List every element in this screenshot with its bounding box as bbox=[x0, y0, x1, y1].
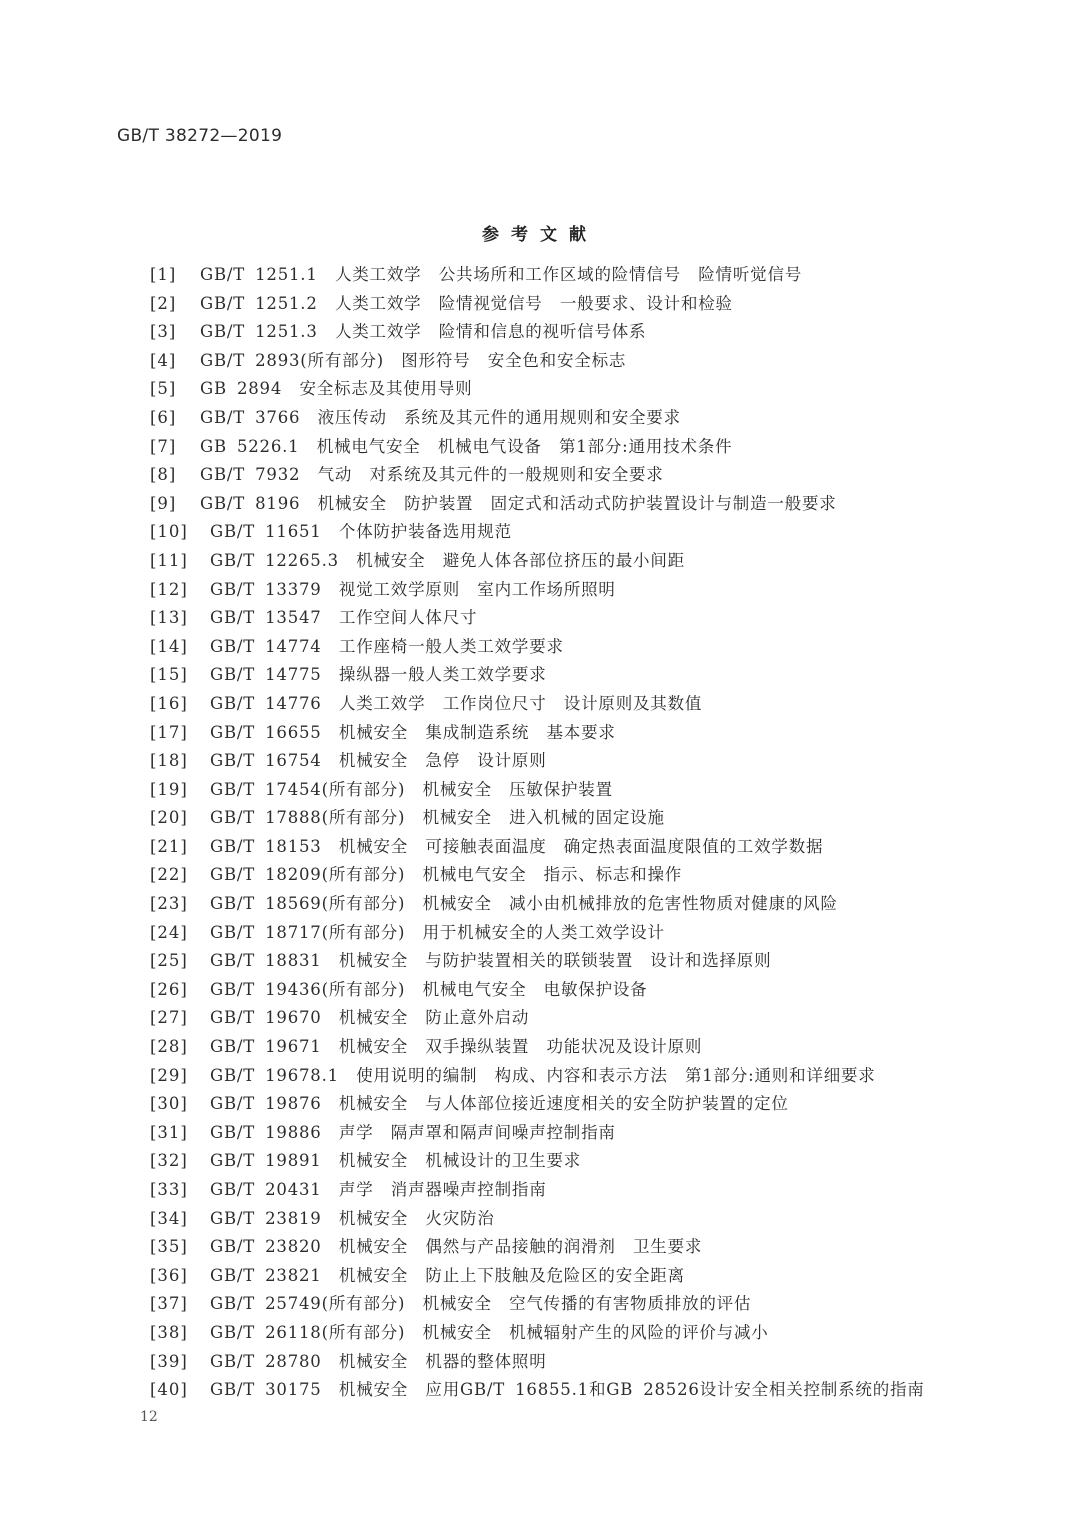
reference-text: GB/T 19670 机械安全 防止意外启动 bbox=[210, 1008, 530, 1028]
reference-text: GB/T 14776 人类工效学 工作岗位尺寸 设计原则及其数值 bbox=[210, 693, 703, 713]
reference-item bbox=[150, 1290, 925, 1319]
reference-number: [9] bbox=[150, 493, 177, 513]
reference-number: [6] bbox=[150, 407, 177, 427]
reference-text: GB/T 1251.1 人类工效学 公共场所和工作区域的险情信号 险情听觉信号 bbox=[200, 265, 803, 284]
reference-text: GB/T 17454(所有部分) 机械安全 压敏保护装置 bbox=[210, 779, 613, 799]
reference-item bbox=[150, 833, 925, 862]
reference-item bbox=[150, 690, 925, 719]
reference-item bbox=[150, 261, 925, 290]
reference-text: GB/T 18569(所有部分) 机械安全 减小由机械排放的危害性物质对健康的风险 bbox=[210, 894, 838, 914]
reference-number: [31] bbox=[150, 1122, 188, 1142]
reference-item bbox=[150, 1062, 925, 1091]
reference-item bbox=[150, 1033, 925, 1062]
page-number: 12 bbox=[140, 1409, 158, 1425]
reference-number: [25] bbox=[150, 951, 188, 971]
reference-item bbox=[150, 633, 925, 662]
reference-text: GB/T 19891 机械安全 机械设计的卫生要求 bbox=[210, 1151, 582, 1171]
reference-text: GB/T 19876 机械安全 与人体部位接近速度相关的安全防护装置的定位 bbox=[210, 1094, 789, 1114]
reference-text: GB/T 23821 机械安全 防止上下肢触及危险区的安全距离 bbox=[210, 1265, 685, 1285]
reference-list bbox=[150, 261, 925, 1405]
reference-number: [19] bbox=[150, 779, 188, 799]
reference-text: GB/T 14775 操纵器一般人类工效学要求 bbox=[210, 665, 547, 685]
reference-text: GB/T 7932 气动 对系统及其元件的一般规则和安全要求 bbox=[200, 465, 664, 485]
reference-number: [29] bbox=[150, 1065, 188, 1085]
reference-text: GB/T 19671 机械安全 双手操纵装置 功能状况及设计原则 bbox=[210, 1037, 703, 1057]
reference-text: GB/T 18209(所有部分) 机械电气安全 指示、标志和操作 bbox=[210, 865, 683, 885]
reference-text: GB/T 23820 机械安全 偶然与产品接触的润滑剂 卫生要求 bbox=[210, 1237, 703, 1257]
reference-text: GB/T 19436(所有部分) 机械电气安全 电敏保护设备 bbox=[210, 979, 648, 999]
reference-item bbox=[150, 547, 925, 576]
reference-number: [39] bbox=[150, 1351, 188, 1371]
reference-item bbox=[150, 1147, 925, 1176]
reference-number: [20] bbox=[150, 808, 188, 828]
reference-number: [14] bbox=[150, 636, 188, 656]
reference-text: GB/T 18717(所有部分) 用于机械安全的人类工效学设计 bbox=[210, 922, 665, 942]
reference-text: GB 5226.1 机械电气安全 机械电气设备 第1部分:通用技术条件 bbox=[200, 436, 733, 456]
reference-text: GB/T 25749(所有部分) 机械安全 空气传播的有害物质排放的评估 bbox=[210, 1294, 752, 1314]
reference-text: GB/T 28780 机械安全 机器的整体照明 bbox=[210, 1351, 547, 1371]
reference-number: [17] bbox=[150, 722, 188, 742]
reference-text: GB/T 16754 机械安全 急停 设计原则 bbox=[210, 751, 547, 771]
reference-item bbox=[150, 661, 925, 690]
reference-number: [35] bbox=[150, 1237, 188, 1257]
reference-text: GB/T 1251.2 人类工效学 险情视觉信号 一般要求、设计和检验 bbox=[200, 293, 733, 313]
reference-text: GB/T 3766 液压传动 系统及其元件的通用规则和安全要求 bbox=[200, 407, 681, 427]
reference-number: [22] bbox=[150, 865, 188, 885]
reference-number: [16] bbox=[150, 693, 188, 713]
reference-item bbox=[150, 461, 925, 490]
reference-item bbox=[150, 804, 925, 833]
reference-item bbox=[150, 1090, 925, 1119]
reference-number: [2] bbox=[150, 293, 177, 313]
reference-text: GB/T 23819 机械安全 火灾防治 bbox=[210, 1208, 495, 1228]
reference-item bbox=[150, 890, 925, 919]
reference-text: GB/T 19678.1 使用说明的编制 构成、内容和表示方法 第1部分:通则和详细要求 bbox=[210, 1065, 876, 1085]
reference-text: GB/T 8196 机械安全 防护装置 固定式和活动式防护装置设计与制造一般要求 bbox=[200, 493, 837, 513]
reference-item bbox=[150, 518, 925, 547]
reference-number: [33] bbox=[150, 1180, 188, 1199]
reference-text: GB/T 18831 机械安全 与防护装置相关的联锁装置 设计和选择原则 bbox=[210, 951, 772, 971]
reference-number: [32] bbox=[150, 1151, 188, 1171]
reference-item bbox=[150, 1176, 925, 1205]
reference-text: GB/T 12265.3 机械安全 避免人体各部位挤压的最小间距 bbox=[210, 550, 685, 570]
reference-number: [37] bbox=[150, 1294, 188, 1314]
reference-number: [24] bbox=[150, 922, 188, 942]
reference-text: GB/T 13547 工作空间人体尺寸 bbox=[210, 608, 478, 628]
reference-item bbox=[150, 719, 925, 748]
reference-number: [27] bbox=[150, 1008, 188, 1028]
reference-item bbox=[150, 1262, 925, 1291]
reference-item bbox=[150, 404, 925, 433]
reference-text: GB/T 14774 工作座椅一般人类工效学要求 bbox=[210, 636, 564, 656]
reference-text: GB/T 16655 机械安全 集成制造系统 基本要求 bbox=[210, 722, 616, 742]
reference-number: [13] bbox=[150, 608, 188, 628]
reference-number: [15] bbox=[150, 665, 188, 685]
reference-number: [36] bbox=[150, 1265, 188, 1285]
reference-text: GB/T 30175 机械安全 应用GB/T 16855.1和GB 28526设计安全相关控制系统的指南 bbox=[210, 1380, 925, 1400]
reference-item bbox=[150, 433, 925, 462]
reference-item bbox=[150, 1119, 925, 1148]
reference-number: [34] bbox=[150, 1208, 188, 1228]
reference-number: [4] bbox=[150, 350, 177, 370]
reference-number: [26] bbox=[150, 979, 188, 999]
reference-item bbox=[150, 1348, 925, 1377]
reference-item bbox=[150, 1319, 925, 1348]
reference-number: [1] bbox=[150, 265, 177, 284]
reference-text: GB 2894 安全标志及其使用导则 bbox=[200, 379, 473, 399]
reference-text: GB/T 11651 个体防护装备选用规范 bbox=[210, 522, 512, 542]
reference-text: GB/T 26118(所有部分) 机械安全 机械辐射产生的风险的评价与减小 bbox=[210, 1322, 769, 1342]
section-title: 参考文献 bbox=[482, 225, 598, 245]
reference-text: GB/T 13379 视觉工效学原则 室内工作场所照明 bbox=[210, 579, 616, 599]
reference-item bbox=[150, 947, 925, 976]
reference-item bbox=[150, 747, 925, 776]
reference-item bbox=[150, 490, 925, 519]
reference-item bbox=[150, 1376, 925, 1405]
reference-item bbox=[150, 576, 925, 605]
reference-number: [18] bbox=[150, 751, 188, 771]
reference-item bbox=[150, 976, 925, 1005]
reference-text: GB/T 19886 声学 隔声罩和隔声间噪声控制指南 bbox=[210, 1122, 616, 1142]
reference-text: GB/T 18153 机械安全 可接触表面温度 确定热表面温度限值的工效学数据 bbox=[210, 836, 824, 856]
reference-item bbox=[150, 375, 925, 404]
reference-item bbox=[150, 604, 925, 633]
reference-number: [3] bbox=[150, 322, 177, 342]
reference-item bbox=[150, 290, 925, 319]
reference-item bbox=[150, 919, 925, 948]
reference-number: [21] bbox=[150, 836, 188, 856]
reference-number: [38] bbox=[150, 1322, 188, 1342]
reference-item bbox=[150, 318, 925, 347]
reference-item bbox=[150, 1205, 925, 1234]
reference-text: GB/T 17888(所有部分) 机械安全 进入机械的固定设施 bbox=[210, 808, 665, 828]
standard-code-header: GB/T 38272—2019 bbox=[117, 126, 283, 146]
reference-number: [11] bbox=[150, 550, 188, 570]
reference-number: [5] bbox=[150, 379, 177, 399]
reference-number: [7] bbox=[150, 436, 177, 456]
reference-number: [23] bbox=[150, 894, 188, 914]
reference-text: GB/T 20431 声学 消声器噪声控制指南 bbox=[210, 1180, 547, 1199]
reference-number: [10] bbox=[150, 522, 188, 542]
reference-number: [8] bbox=[150, 465, 177, 485]
reference-text: GB/T 2893(所有部分) 图形符号 安全色和安全标志 bbox=[200, 350, 627, 370]
reference-number: [40] bbox=[150, 1380, 188, 1400]
reference-number: [30] bbox=[150, 1094, 188, 1114]
reference-number: [28] bbox=[150, 1037, 188, 1057]
reference-item bbox=[150, 776, 925, 805]
reference-number: [12] bbox=[150, 579, 188, 599]
reference-text: GB/T 1251.3 人类工效学 险情和信息的视听信号体系 bbox=[200, 322, 647, 342]
reference-item bbox=[150, 347, 925, 376]
reference-item bbox=[150, 861, 925, 890]
reference-item bbox=[150, 1004, 925, 1033]
reference-item bbox=[150, 1233, 925, 1262]
